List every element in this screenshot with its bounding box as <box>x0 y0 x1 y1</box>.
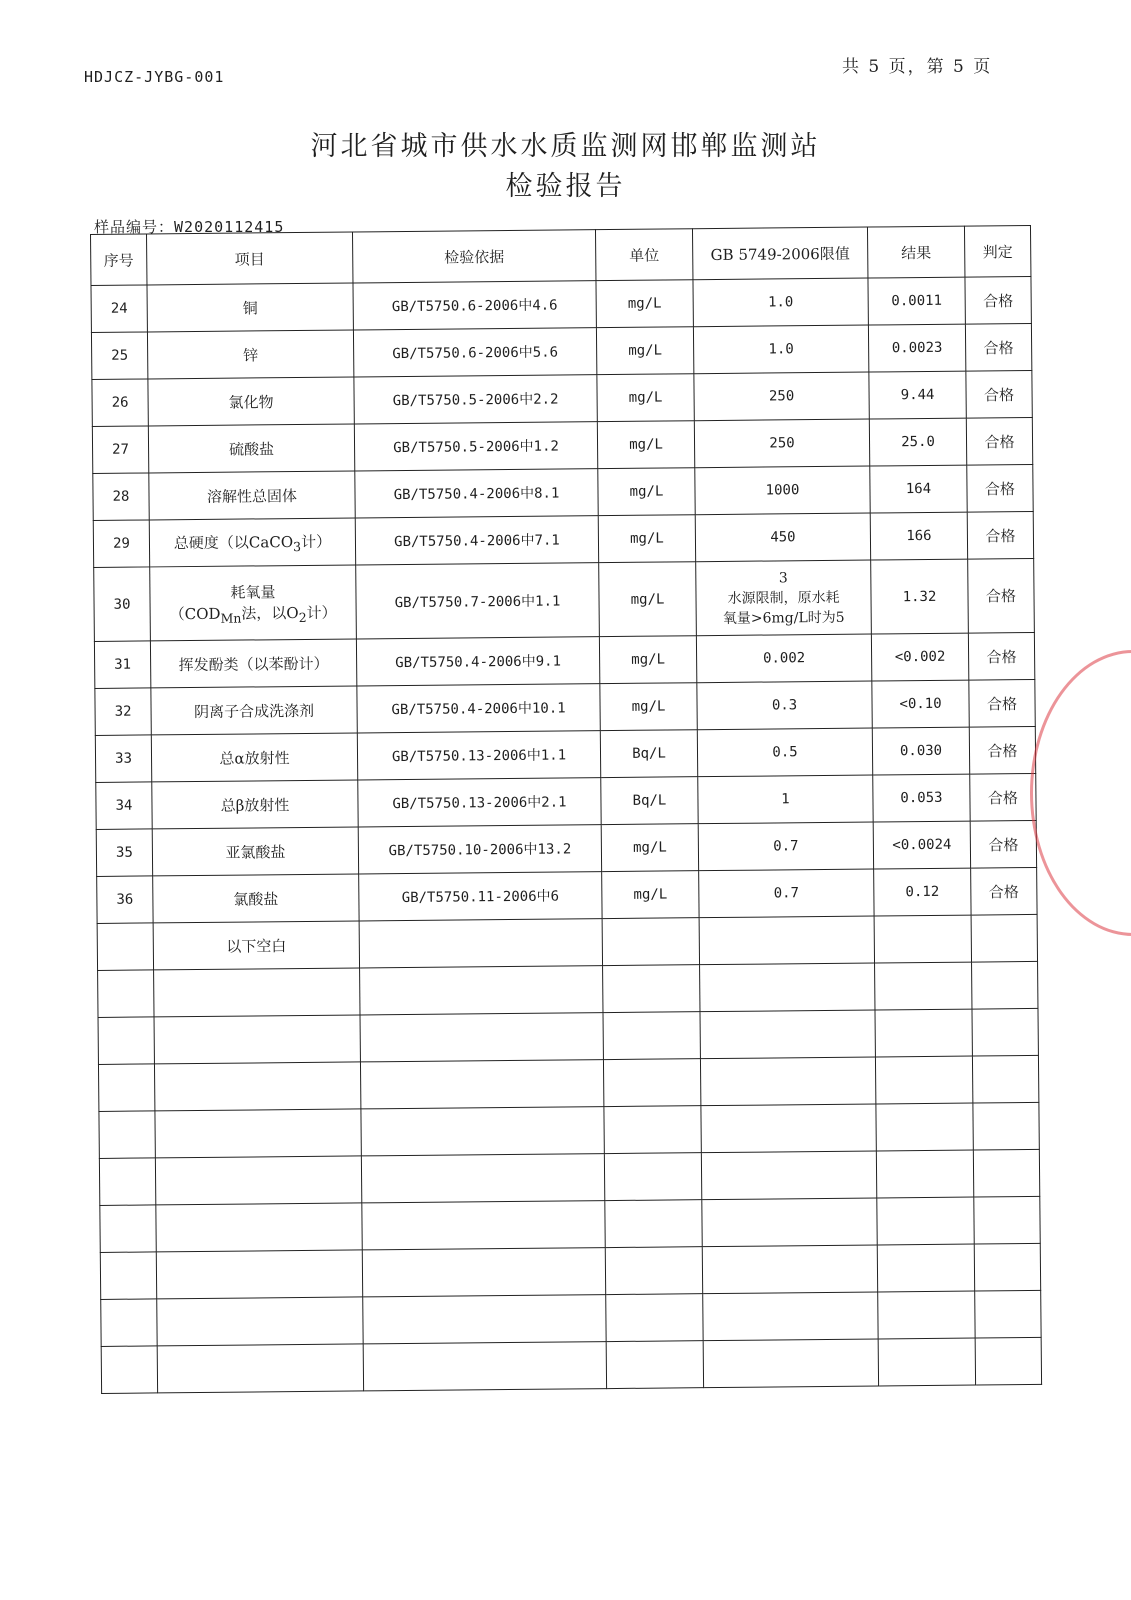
cell-limit: 450 <box>695 513 870 562</box>
blank-cell <box>975 1337 1041 1385</box>
blank-cell <box>875 962 972 1010</box>
page-info: 共 5 页，第 5 页 <box>842 57 993 77</box>
cell-result: 166 <box>870 512 967 560</box>
item-subscript: 2 <box>298 609 307 625</box>
blank-cell <box>360 1013 603 1062</box>
cell-result: 164 <box>870 465 967 513</box>
cell-judge: 合格 <box>969 726 1035 774</box>
header-unit: 单位 <box>595 229 692 281</box>
item-subscript: 3 <box>293 538 302 554</box>
blank-cell <box>98 1017 154 1065</box>
blank-cell <box>603 1012 700 1060</box>
blank-cell <box>702 1198 877 1247</box>
cell-judge: 合格 <box>966 417 1032 465</box>
item-line <box>153 601 354 626</box>
cell-unit: mg/L <box>599 562 697 637</box>
blank-cell <box>973 1149 1039 1197</box>
blank-cell <box>973 1102 1039 1150</box>
item-text: 计） <box>306 603 337 622</box>
cell-judge: 合格 <box>970 820 1036 868</box>
cell-result: 0.0023 <box>868 324 965 372</box>
blank-cell <box>360 966 603 1015</box>
cell-limit: 1.0 <box>693 278 868 327</box>
blank-cell <box>100 1252 156 1300</box>
cell-item: 锌 <box>147 330 353 379</box>
cell-item <box>149 518 355 567</box>
blank-cell <box>363 1295 606 1344</box>
cell-item: 氯化物 <box>148 377 354 426</box>
limit-line: 氧量>6mg/L时为5 <box>722 609 845 627</box>
blank-cell <box>361 1107 604 1156</box>
cell-unit: mg/L <box>597 421 694 469</box>
blank-cell <box>157 1344 363 1393</box>
blank-cell <box>604 1106 701 1154</box>
cell-item: 硫酸盐 <box>148 424 354 473</box>
blank-cell <box>154 968 360 1017</box>
cell-result: 0.12 <box>874 868 971 916</box>
cell-unit: Bq/L <box>600 730 697 778</box>
cell-no: 30 <box>94 567 151 642</box>
cell-judge: 合格 <box>965 276 1031 324</box>
cell-result: 25.0 <box>869 418 966 466</box>
sample-number-label: 样品编号： <box>94 218 175 236</box>
cell-basis: GB/T5750.13-2006中2.1 <box>358 778 601 827</box>
blank-cell <box>700 1010 875 1059</box>
cell-unit: mg/L <box>601 824 698 872</box>
blank-cell <box>974 1196 1040 1244</box>
blank-cell <box>703 1339 878 1388</box>
cell-item: 氯酸盐 <box>153 874 359 923</box>
cell-unit: mg/L <box>596 280 693 328</box>
cell-judge: 合格 <box>971 867 1037 915</box>
blank-cell <box>972 961 1038 1009</box>
blank-cell <box>602 918 699 966</box>
cell-basis: GB/T5750.10-2006中13.2 <box>358 825 601 874</box>
item-subscript: Mn <box>220 610 242 626</box>
cell-item <box>150 565 357 641</box>
cell-limit: 0.002 <box>696 634 871 683</box>
cell-item: 总α放射性 <box>151 733 357 782</box>
cell-no: 24 <box>91 285 147 333</box>
blank-cell <box>971 914 1037 962</box>
table-header-row <box>91 225 1031 285</box>
cell-unit: mg/L <box>598 515 695 563</box>
cell-item: 亚氯酸盐 <box>152 827 358 876</box>
cell-judge: 合格 <box>968 632 1034 680</box>
blank-cell <box>603 1059 700 1107</box>
table-row <box>94 558 1035 641</box>
blank-cell <box>155 1109 361 1158</box>
blank-cell <box>703 1292 878 1341</box>
blank-cell <box>99 1158 155 1206</box>
end-note: 以下空白 <box>153 921 359 970</box>
cell-basis: GB/T5750.7-2006中1.1 <box>356 563 600 639</box>
document-code: HDJCZ-JYBG-001 <box>84 68 225 86</box>
cell-limit: 250 <box>694 372 869 421</box>
cell-basis: GB/T5750.6-2006中4.6 <box>353 281 596 330</box>
cell-no: 27 <box>92 426 148 474</box>
cell-no: 32 <box>95 688 151 736</box>
cell-no: 25 <box>91 332 147 380</box>
cell-basis: GB/T5750.6-2006中5.6 <box>353 328 596 377</box>
blank-cell <box>603 965 700 1013</box>
blank-cell <box>98 970 154 1018</box>
blank-cell <box>878 1291 975 1339</box>
blank-cell <box>99 1111 155 1159</box>
blank-cell <box>875 1056 972 1104</box>
cell-no: 35 <box>96 829 152 877</box>
blank-cell <box>606 1294 703 1342</box>
cell-result: <0.002 <box>871 633 968 681</box>
blank-cell <box>700 1057 875 1106</box>
cell-no: 26 <box>92 379 148 427</box>
header-result: 结果 <box>867 226 964 278</box>
blank-cell <box>100 1205 156 1253</box>
cell-limit: 0.7 <box>698 822 873 871</box>
cell-result: 0.030 <box>872 727 969 775</box>
cell-no: 33 <box>95 735 151 783</box>
cell-judge: 合格 <box>967 511 1033 559</box>
blank-cell <box>362 1248 605 1297</box>
blank-cell <box>154 1015 360 1064</box>
cell-unit: mg/L <box>602 871 699 919</box>
cell-unit: mg/L <box>600 683 697 731</box>
cell-judge: 合格 <box>965 323 1031 371</box>
cell-item: 阴离子合成洗涤剂 <box>151 686 357 735</box>
blank-cell <box>701 1104 876 1153</box>
blank-cell <box>972 1008 1038 1056</box>
cell-result: <0.0024 <box>873 821 970 869</box>
cell-judge: 合格 <box>966 370 1032 418</box>
cell-basis: GB/T5750.4-2006中9.1 <box>356 637 599 686</box>
limit-line: 水源限制，原水耗 <box>727 589 840 607</box>
cell-unit: mg/L <box>599 636 696 684</box>
blank-cell <box>699 916 874 965</box>
cell-unit: Bq/L <box>601 777 698 825</box>
blank-cell <box>362 1201 605 1250</box>
blank-cell <box>604 1153 701 1201</box>
blank-cell <box>701 1151 876 1200</box>
cell-limit: 0.7 <box>699 869 874 918</box>
blank-cell <box>700 963 875 1012</box>
cell-result: 1.32 <box>871 559 969 634</box>
cell-result: 0.053 <box>873 774 970 822</box>
cell-limit: 250 <box>694 419 869 468</box>
cell-no: 31 <box>94 641 150 689</box>
item-text: 总硬度（以CaCO <box>173 532 294 552</box>
cell-no: 34 <box>96 782 152 830</box>
blank-cell <box>363 1342 606 1391</box>
cell-basis: GB/T5750.4-2006中7.1 <box>355 516 598 565</box>
report-title-station: 河北省城市供水水质监测网邯郸监测站 <box>310 131 821 162</box>
cell-unit: mg/L <box>597 374 694 422</box>
cell-judge: 合格 <box>969 679 1035 727</box>
limit-line: 3 <box>778 569 788 586</box>
header-item: 项目 <box>147 232 353 285</box>
blank-cell <box>98 1064 154 1112</box>
cell-judge: 合格 <box>968 558 1035 633</box>
blank-cell <box>605 1200 702 1248</box>
cell-limit: 0.5 <box>697 728 872 777</box>
cell-basis: GB/T5750.5-2006中1.2 <box>354 422 597 471</box>
cell-result: 9.44 <box>869 371 966 419</box>
cell-limit: 1.0 <box>693 325 868 374</box>
cell-limit: 0.3 <box>697 681 872 730</box>
cell-basis: GB/T5750.4-2006中10.1 <box>357 684 600 733</box>
blank-cell <box>360 1060 603 1109</box>
item-text: 计） <box>300 532 332 551</box>
blank-cell <box>605 1247 702 1295</box>
blank-cell <box>154 1062 360 1111</box>
item-text: 法，以O <box>241 603 299 623</box>
cell-limit: 1000 <box>695 466 870 515</box>
blank-cell <box>156 1203 362 1252</box>
blank-cell <box>877 1244 974 1292</box>
cell-item: 总β放射性 <box>152 780 358 829</box>
header-no: 序号 <box>91 234 147 286</box>
cell-limit <box>696 560 872 636</box>
blank-cell <box>101 1299 157 1347</box>
header-judge: 判定 <box>964 225 1030 277</box>
blank-cell <box>101 1346 157 1394</box>
cell-judge: 合格 <box>970 773 1036 821</box>
cell-basis: GB/T5750.5-2006中2.2 <box>354 375 597 424</box>
cell-judge: 合格 <box>967 464 1033 512</box>
cell-basis: GB/T5750.13-2006中1.1 <box>357 731 600 780</box>
header-limit: GB 5749-2006限值 <box>692 227 867 280</box>
blank-cell <box>975 1290 1041 1338</box>
blank-cell <box>972 1055 1038 1103</box>
blank-cell <box>876 1103 973 1151</box>
cell-result: <0.10 <box>872 680 969 728</box>
cell-no: 29 <box>93 520 149 568</box>
blank-cell <box>359 919 602 968</box>
blank-cell <box>157 1297 363 1346</box>
item-line: 耗氧量 <box>230 582 276 602</box>
blank-cell <box>875 1009 972 1057</box>
blank-cell <box>874 915 971 963</box>
blank-cell <box>876 1150 973 1198</box>
cell-no: 28 <box>93 473 149 521</box>
blank-cell <box>361 1154 604 1203</box>
item-text: （COD <box>169 604 221 623</box>
blank-cell <box>97 923 153 971</box>
cell-basis: GB/T5750.4-2006中8.1 <box>355 469 598 518</box>
official-seal-stamp <box>1030 650 1131 936</box>
cell-item: 溶解性总固体 <box>149 471 355 520</box>
cell-unit: mg/L <box>598 468 695 516</box>
blank-cell <box>155 1156 361 1205</box>
blank-row <box>101 1337 1041 1393</box>
blank-cell <box>156 1250 362 1299</box>
cell-no: 36 <box>97 876 153 924</box>
report-title: 检验报告 <box>505 171 626 202</box>
blank-cell <box>606 1341 703 1389</box>
blank-cell <box>974 1243 1040 1291</box>
cell-unit: mg/L <box>596 327 693 375</box>
blank-cell <box>877 1197 974 1245</box>
results-table-wrapper <box>90 225 1041 1394</box>
cell-item: 挥发酚类（以苯酚计） <box>150 639 356 688</box>
header-basis: 检验依据 <box>352 230 595 283</box>
cell-basis: GB/T5750.11-2006中6 <box>359 872 602 921</box>
blank-cell <box>878 1338 975 1386</box>
sample-number-value: W2020112415 <box>174 218 285 236</box>
cell-item: 铜 <box>147 283 353 332</box>
blank-cell <box>702 1245 877 1294</box>
results-table <box>90 225 1042 1394</box>
cell-result: 0.0011 <box>868 277 965 325</box>
cell-limit: 1 <box>698 775 873 824</box>
